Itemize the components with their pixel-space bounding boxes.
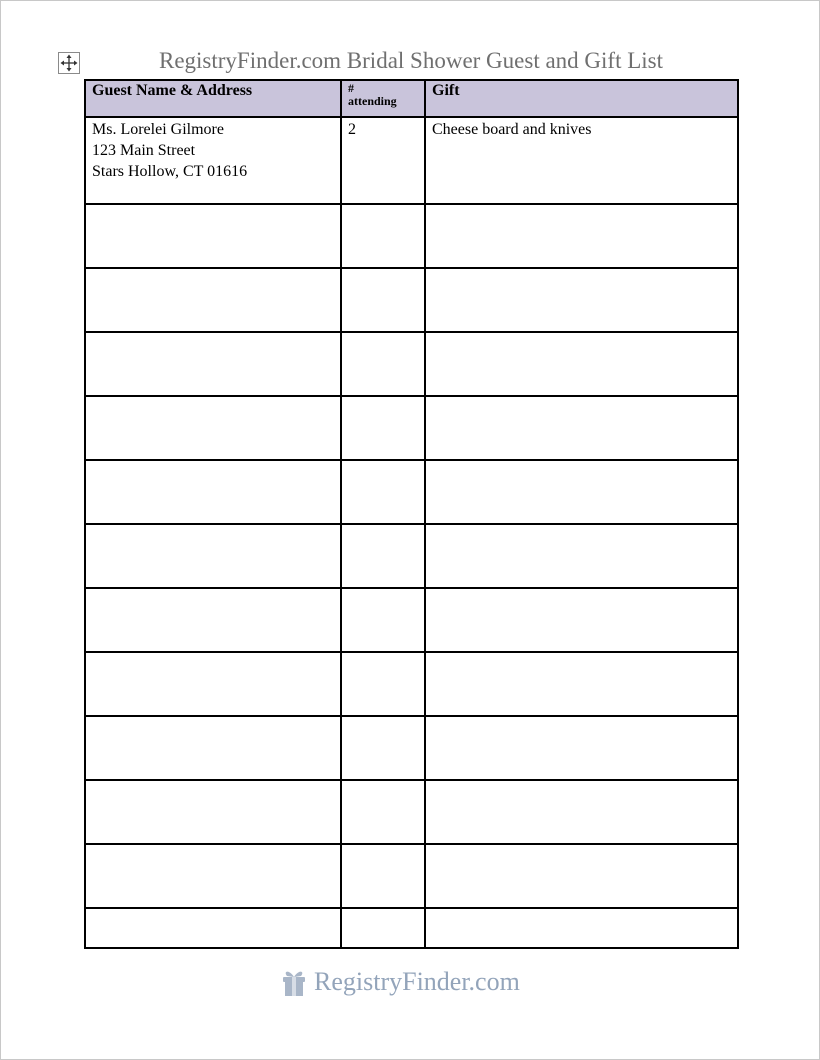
table-row <box>85 716 738 780</box>
attending-cell[interactable] <box>341 652 425 716</box>
attending-cell[interactable] <box>341 844 425 908</box>
guest-city: Stars Hollow, CT 01616 <box>92 163 248 180</box>
gift-cell[interactable] <box>425 716 738 780</box>
gift-description: Cheese board and knives <box>432 121 592 138</box>
gift-cell[interactable] <box>425 652 738 716</box>
gift-cell[interactable] <box>425 117 738 204</box>
gift-cell[interactable] <box>425 844 738 908</box>
table-row <box>85 780 738 844</box>
gift-cell[interactable] <box>425 780 738 844</box>
guest-street: 123 Main Street <box>92 142 196 159</box>
guest-cell[interactable] <box>85 117 341 204</box>
gift-cell[interactable] <box>425 204 738 268</box>
header-guest: Guest Name & Address <box>85 80 341 117</box>
table-row <box>85 204 738 268</box>
guest-cell[interactable] <box>85 204 341 268</box>
attending-cell[interactable] <box>341 908 425 948</box>
guest-name: Ms. Lorelei Gilmore <box>92 121 224 138</box>
guest-cell[interactable] <box>85 716 341 780</box>
header-gift: Gift <box>425 80 738 117</box>
table-row <box>85 588 738 652</box>
guest-cell[interactable] <box>85 908 341 948</box>
header-attending-symbol: # <box>348 81 354 95</box>
guest-cell[interactable] <box>85 844 341 908</box>
gift-cell[interactable] <box>425 332 738 396</box>
gift-cell[interactable] <box>425 524 738 588</box>
table-header-row <box>85 80 738 117</box>
attending-cell[interactable] <box>341 716 425 780</box>
guest-cell[interactable] <box>85 396 341 460</box>
table-move-handle[interactable] <box>58 52 80 74</box>
attending-cell[interactable] <box>341 460 425 524</box>
table-row <box>85 844 738 908</box>
attending-cell[interactable] <box>341 204 425 268</box>
guest-cell[interactable] <box>85 524 341 588</box>
guest-cell[interactable] <box>85 780 341 844</box>
attending-count: 2 <box>348 121 356 138</box>
table-row <box>85 117 738 204</box>
logo-text: RegistryFinder.com <box>314 967 520 996</box>
attending-cell[interactable] <box>341 588 425 652</box>
gift-box-icon <box>280 967 308 997</box>
gift-cell[interactable] <box>425 268 738 332</box>
attending-cell[interactable] <box>341 524 425 588</box>
header-attending-label: attending <box>348 94 397 108</box>
gift-cell[interactable] <box>425 588 738 652</box>
registryfinder-logo <box>280 967 520 997</box>
table-row <box>85 908 738 948</box>
guest-cell[interactable] <box>85 268 341 332</box>
gift-cell[interactable] <box>425 460 738 524</box>
attending-cell[interactable] <box>341 396 425 460</box>
document-title: RegistryFinder.com Bridal Shower Guest and Gift List <box>158 48 664 73</box>
table-row <box>85 460 738 524</box>
table-row <box>85 524 738 588</box>
attending-cell[interactable] <box>341 268 425 332</box>
header-attending <box>341 80 425 117</box>
guest-cell[interactable] <box>85 460 341 524</box>
attending-cell[interactable] <box>341 117 425 204</box>
guest-cell[interactable] <box>85 332 341 396</box>
guest-cell[interactable] <box>85 588 341 652</box>
gift-cell[interactable] <box>425 396 738 460</box>
attending-cell[interactable] <box>341 780 425 844</box>
guest-gift-table <box>84 79 739 949</box>
table-row <box>85 268 738 332</box>
move-arrows-icon <box>59 53 79 73</box>
table-row <box>85 396 738 460</box>
attending-cell[interactable] <box>341 332 425 396</box>
table-row <box>85 332 738 396</box>
table-row <box>85 652 738 716</box>
guest-cell[interactable] <box>85 652 341 716</box>
gift-cell[interactable] <box>425 908 738 948</box>
